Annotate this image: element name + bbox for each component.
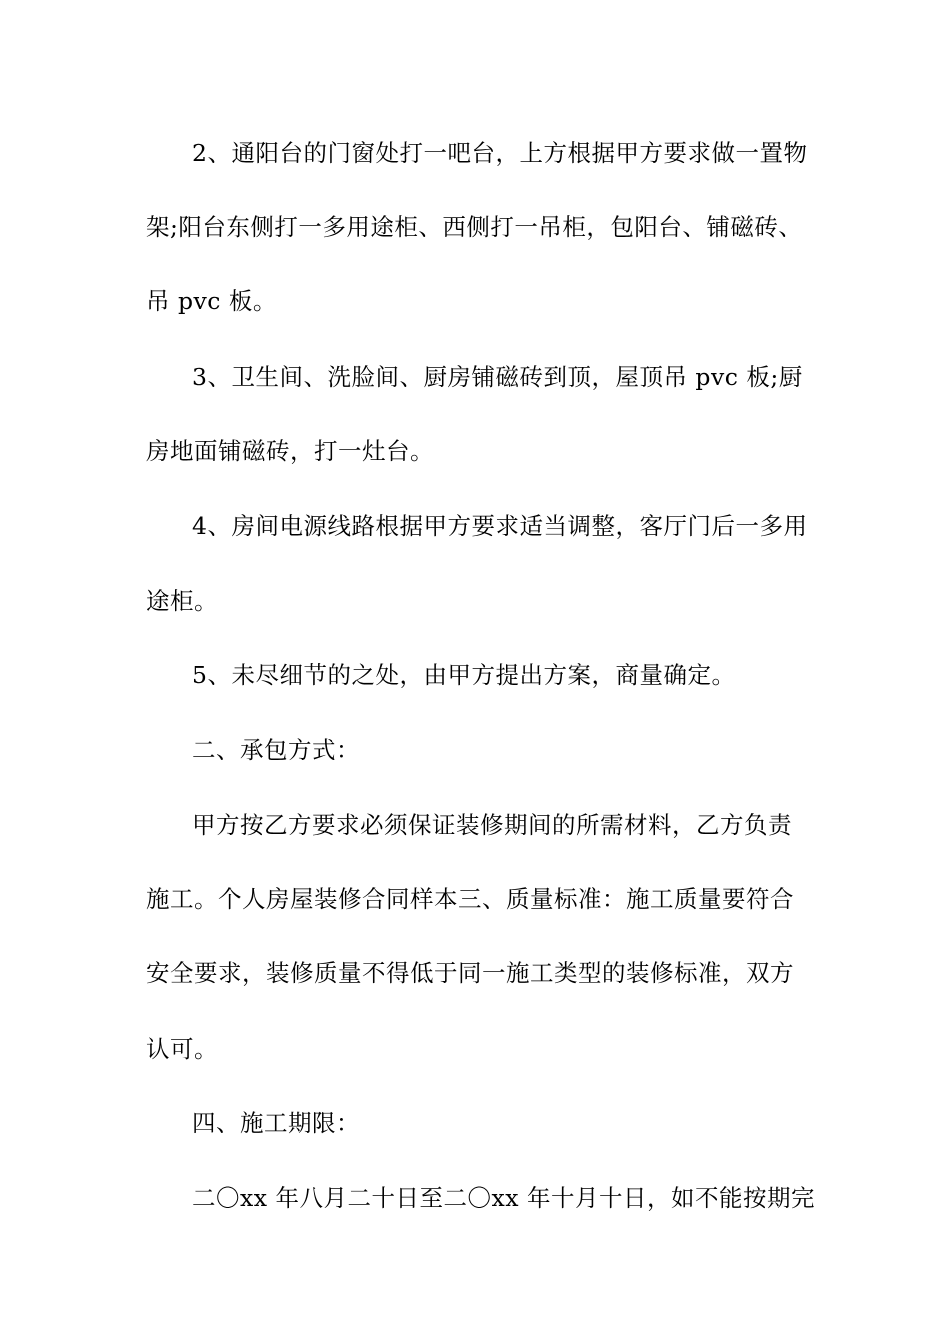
paragraph-item-4-line-1: 4、房间电源线路根据甲方要求适当调整，客厅门后一多用 [192, 512, 808, 540]
paragraph-item-2-line-1: 2、通阳台的门窗处打一吧台，上方根据甲方要求做一置物 [192, 139, 808, 167]
section-2-body-line-1: 甲方按乙方要求必须保证装修期间的所需材料，乙方负责 [192, 811, 792, 839]
paragraph-item-2-line-3: 吊 pvc 板。 [146, 287, 277, 315]
section-4-heading: 四、施工期限： [192, 1109, 360, 1137]
section-4-body-line-1: 二〇xx 年八月二十日至二〇xx 年十月十日，如不能按期完 [192, 1184, 815, 1212]
paragraph-item-4-line-2: 途柜。 [146, 587, 218, 615]
paragraph-item-5-line-1: 5、未尽细节的之处，由甲方提出方案，商量确定。 [192, 661, 736, 689]
paragraph-item-2-line-2: 架;阳台东侧打一多用途柜、西侧打一吊柜，包阳台、铺磁砖、 [146, 213, 803, 241]
paragraph-item-3-line-1: 3、卫生间、洗脸间、厨房铺磁砖到顶，屋顶吊 pvc 板;厨 [192, 363, 803, 391]
section-2-body-line-2: 施工。个人房屋装修合同样本三、质量标准：施工质量要符合 [146, 885, 794, 913]
paragraph-item-3-line-2: 房地面铺磁砖，打一灶台。 [146, 437, 434, 465]
section-2-heading: 二、承包方式： [192, 736, 360, 764]
section-2-body-line-4: 认可。 [146, 1035, 218, 1063]
section-2-body-line-3: 安全要求，装修质量不得低于同一施工类型的装修标准，双方 [146, 959, 794, 987]
